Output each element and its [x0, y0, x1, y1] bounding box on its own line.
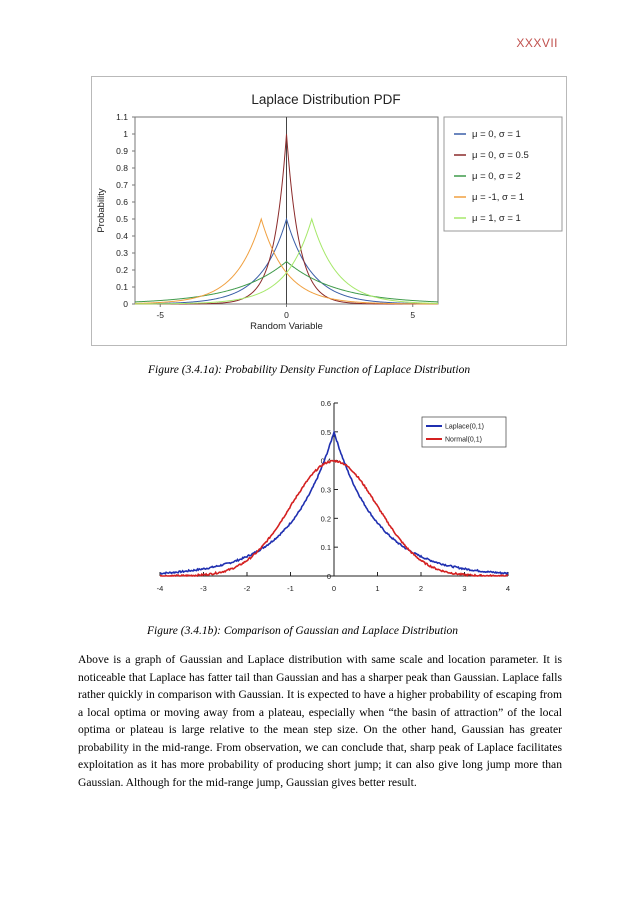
chart-b-ytick-label: 0.1 — [320, 543, 331, 553]
chart-a-ytick-label: 0.2 — [116, 265, 128, 275]
body-paragraph: Above is a graph of Gaussian and Laplace distribution with same scale and location parameter. It is noticeable that Laplace has fatter tail than Gaussian and has a sharper peak than Gaussian. Laplace falls rather quickly in comparison with Gaussian. It is expected to have a higher probability of escaping from a local optima or moving away from a plateau, especially when “the basin of attraction” of the local optima or plateau is large relative to the mean step size. On the other hand, Gaussian has greater probability in the mid-range. From observation, we can conclude that, sharp peak of Laplace facilitates exploitation as it has more probability of producing short jump; it can also give long jump more than Gaussian. Although for the mid-range jump, Gaussian gives better result. — [78, 653, 562, 789]
chart-a-ytick-label: 0.6 — [116, 197, 128, 207]
chart-b-xtick-label: 0 — [331, 584, 337, 593]
page-number: XXXVII — [516, 36, 558, 50]
laplace-vs-normal-chart — [145, 390, 525, 608]
chart-a-legend-label: μ = -1, σ = 1 — [472, 192, 524, 203]
chart-a-xtick-label: -5 — [156, 310, 165, 320]
chart-a-ytick-label: 0.5 — [116, 214, 128, 224]
chart-b-xtick-label: -2 — [243, 584, 251, 593]
chart-a-legend-label: μ = 0, σ = 1 — [472, 129, 521, 140]
figure-a-frame — [91, 76, 567, 346]
chart-b-ytick-label: 0.2 — [320, 514, 331, 524]
chart-a-ytick-label: 1 — [123, 129, 128, 139]
chart-b-legend-label: Laplace(0,1) — [445, 423, 484, 431]
chart-b-ytick-label: 0.5 — [320, 427, 331, 437]
chart-b-xtick-label: 4 — [505, 584, 511, 593]
figure-b-caption: Figure (3.4.1b): Comparison of Gaussian and Laplace Distribution — [147, 625, 459, 637]
chart-a-ytick-label: 0.9 — [116, 146, 128, 156]
chart-a-xlabel: Random Variable — [250, 321, 323, 332]
chart-a-xtick-label: 5 — [410, 310, 416, 320]
laplace-pdf-chart — [92, 77, 566, 345]
chart-a-legend-label: μ = 1, σ = 1 — [472, 213, 521, 224]
chart-a-ytick-label: 0 — [123, 299, 128, 309]
chart-b-xtick-label: -1 — [287, 584, 294, 593]
chart-a-legend-label: μ = 0, σ = 2 — [472, 171, 521, 182]
chart-b-ytick-label: 0 — [326, 572, 331, 581]
chart-a-legend-label: μ = 0, σ = 0.5 — [472, 150, 529, 161]
chart-a-ytick-label: 1.1 — [116, 112, 128, 122]
chart-a-ytick-label: 0.3 — [116, 248, 128, 258]
chart-a-ytick-label: 0.4 — [116, 231, 128, 241]
figure-a-caption: Figure (3.4.1a): Probability Density Function of Laplace Distribution — [148, 364, 471, 376]
chart-b-legend-label: Normal(0,1) — [445, 436, 482, 444]
chart-a-title: Laplace Distribution PDF — [251, 92, 401, 107]
chart-b-ytick-label: 0.3 — [320, 485, 331, 495]
chart-b-ytick-label: 0.6 — [320, 399, 331, 408]
chart-a-ytick-label: 0.1 — [116, 282, 128, 292]
chart-b-xtick-label: -4 — [156, 584, 164, 593]
chart-b-xtick-label: -3 — [200, 584, 207, 593]
chart-b-xtick-label: 1 — [375, 584, 380, 593]
chart-a-xtick-label: 0 — [284, 310, 289, 320]
chart-b-xtick-label: 3 — [462, 584, 467, 593]
chart-a-ytick-label: 0.8 — [116, 163, 128, 173]
chart-a-ylabel: Probability — [96, 188, 107, 233]
chart-b-ytick-label: 0.4 — [320, 456, 331, 466]
chart-b-xtick-label: 2 — [418, 584, 424, 593]
chart-a-ytick-label: 0.7 — [116, 180, 128, 190]
